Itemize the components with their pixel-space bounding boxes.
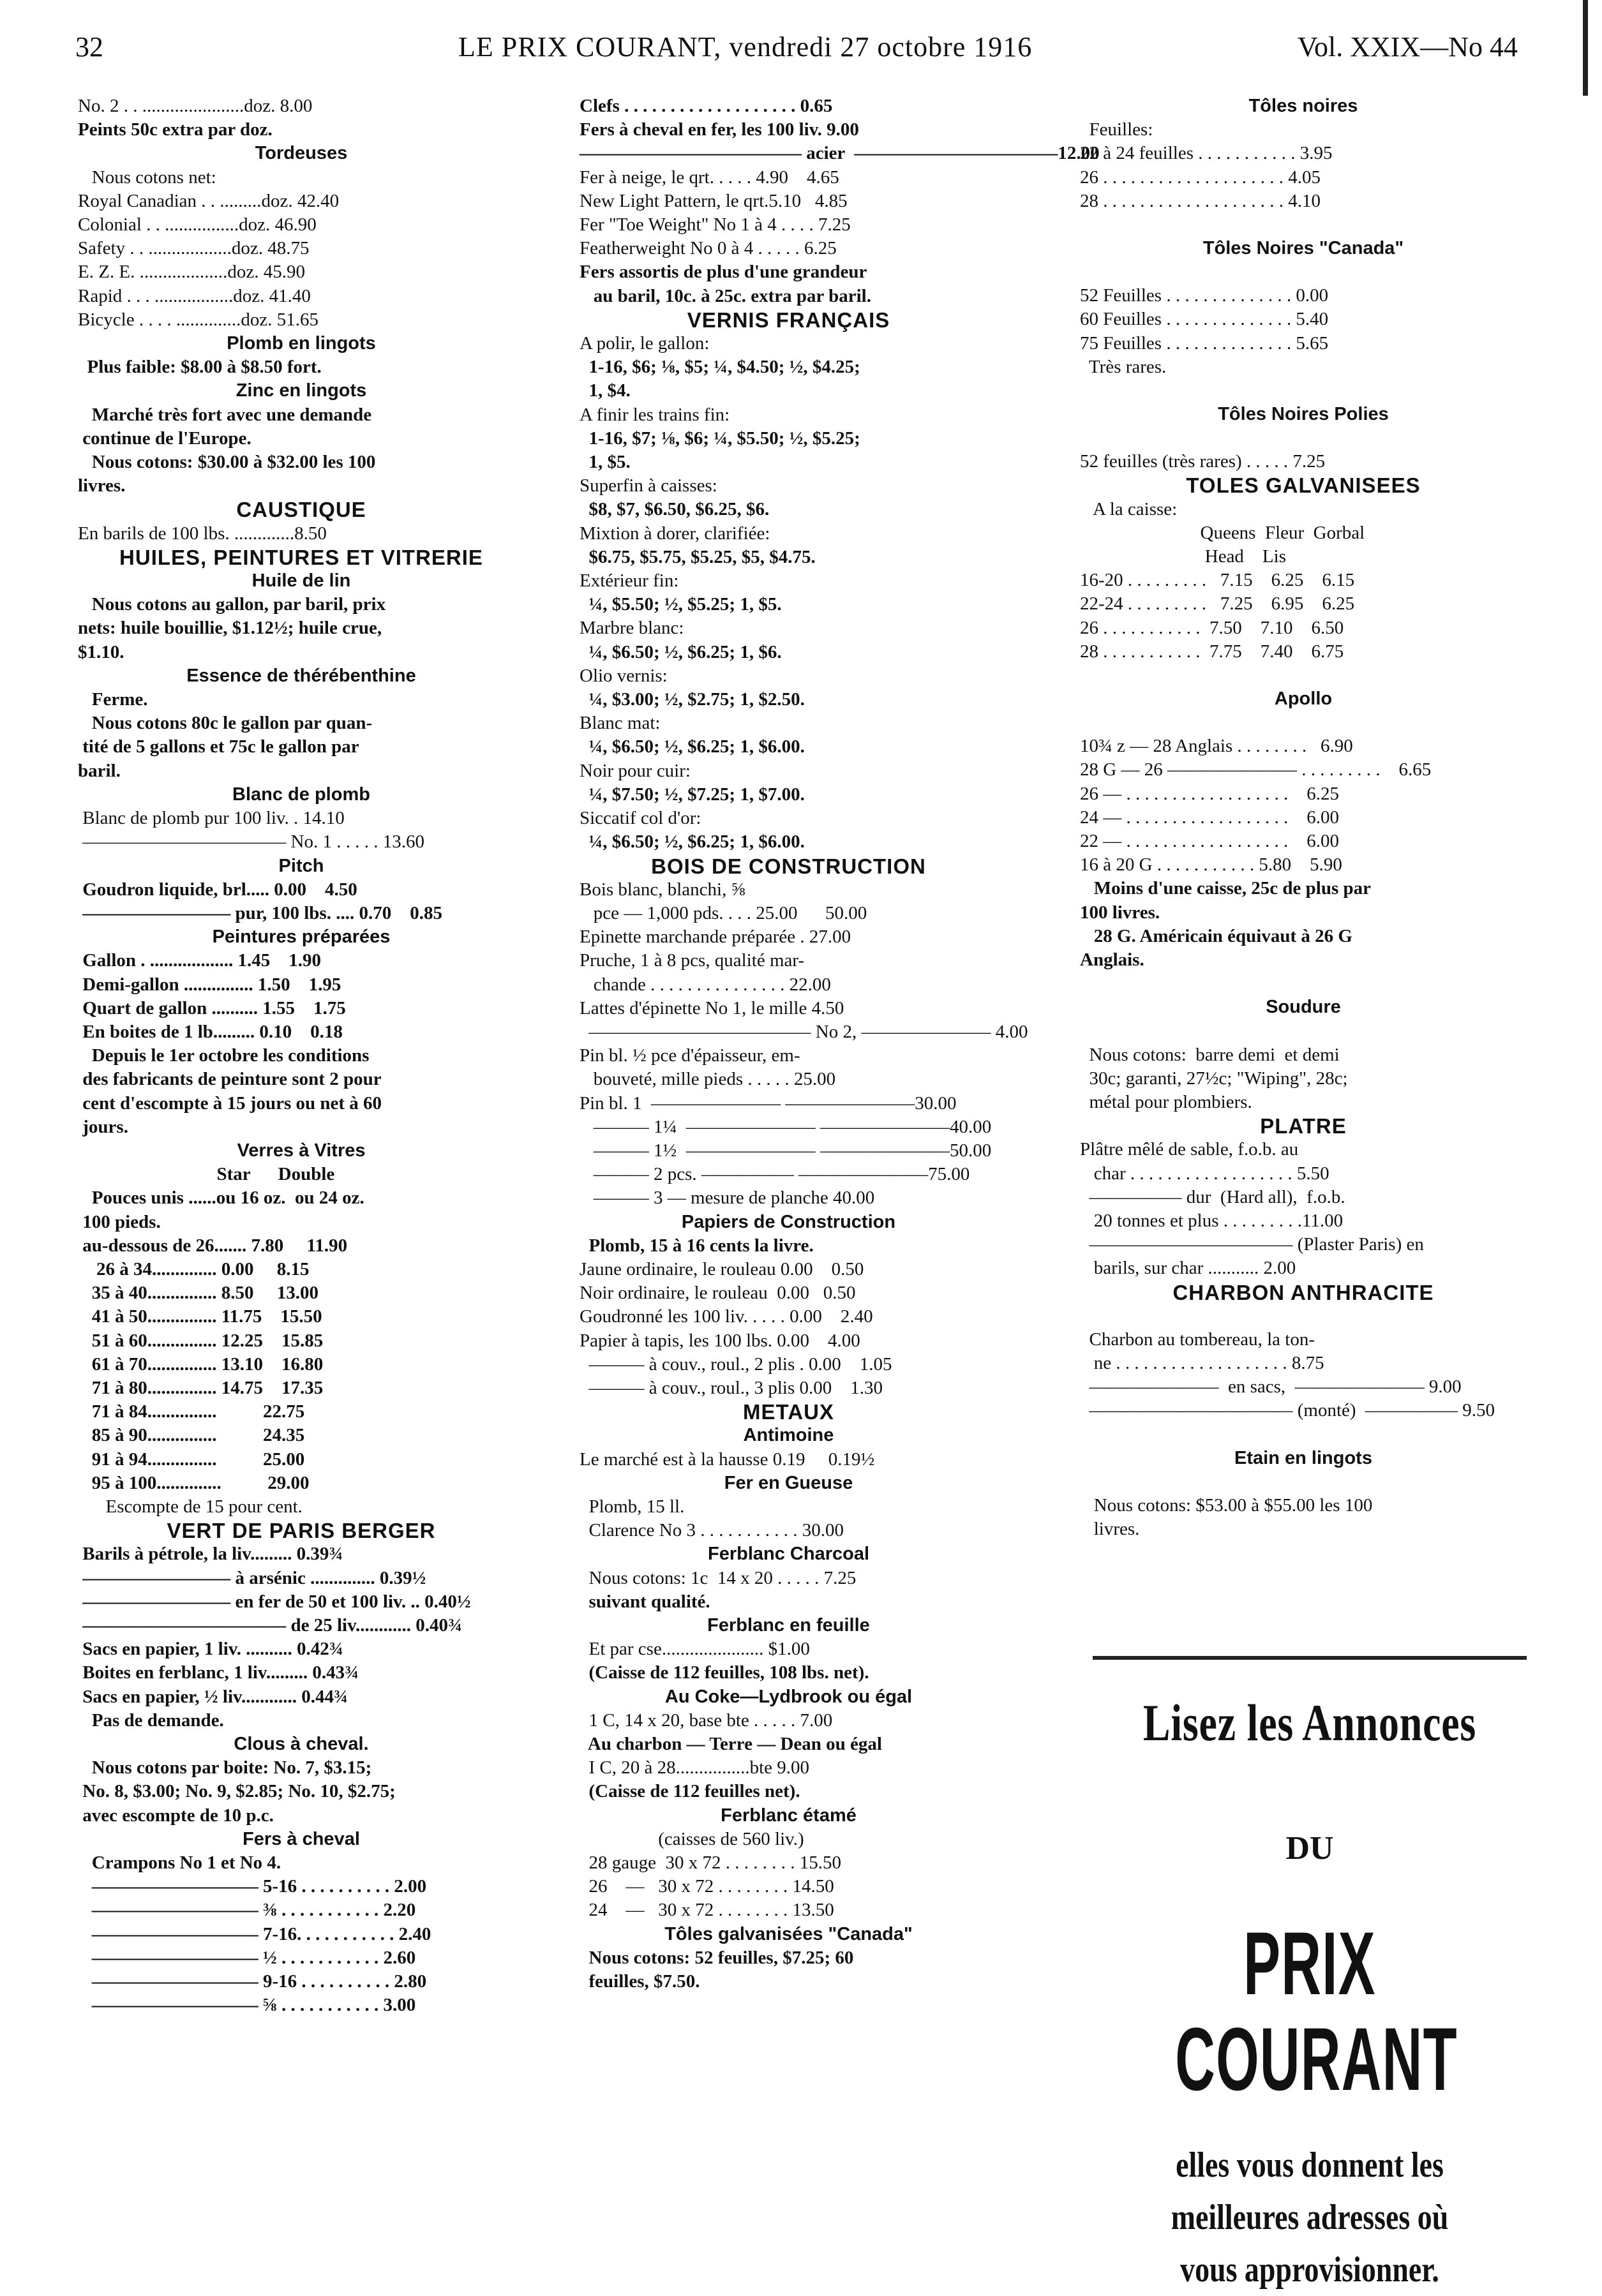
section-heading: Ferblanc en feuille [707,1615,870,1636]
price-line: 28 G — 26 ——————— . . . . . . . . . 6.65 [1080,759,1432,780]
price-line: ¼, $5.50; ½, $5.25; 1, $5. [580,594,782,615]
price-line: Siccatif col d'or: [580,808,701,829]
section-heading: BOIS DE CONSTRUCTION [651,854,926,878]
price-line: En barils de 100 lbs. .............8.50 [78,523,327,544]
price-line: Featherweight No 0 à 4 . . . . . 6.25 [580,238,837,259]
price-line: Demi-gallon ............... 1.50 1.95 [78,974,341,995]
price-line: Boites en ferblanc, 1 liv......... 0.43¾ [78,1662,359,1683]
price-line: $1.10. [78,641,124,662]
price-line: ——— 1¼ ——————— ———————40.00 [580,1116,992,1137]
price-line: ———————— à arsénic .............. 0.39½ [78,1567,426,1588]
section-heading: CAUSTIQUE [236,498,366,522]
section-heading: Ferblanc étamé [721,1805,857,1826]
page-header [75,26,1518,70]
price-line: 26 . . . . . . . . . . . 7.50 7.10 6.50 [1080,617,1344,638]
price-line: Pin bl. ½ pce d'épaisseur, em- [580,1045,800,1066]
price-line: Fer à neige, le qrt. . . . . 4.90 4.65 [580,167,839,188]
section-heading: Zinc en lingots [236,380,367,401]
price-line: suivant qualité. [580,1591,710,1612]
price-line: Fer "Toe Weight" No 1 à 4 . . . . 7.25 [580,214,851,235]
price-line: ——————————— de 25 liv............ 0.40¾ [78,1615,462,1636]
price-line: ————— dur (Hard all), f.o.b. [1080,1186,1345,1207]
price-line: 10¾ z — 28 Anglais . . . . . . . . 6.90 [1080,736,1353,757]
price-line: 35 à 40............... 8.50 13.00 [78,1283,318,1304]
price-line: ——————————— No. 1 . . . . . 13.60 [78,831,424,853]
price-line: Sacs en papier, ½ liv............ 0.44¾ [78,1686,348,1707]
advert-tagline-1: elles vous donnent les [1176,2145,1444,2185]
price-line: barils, sur char ........... 2.00 [1080,1258,1296,1279]
price-line: Peints 50c extra par doz. [78,119,273,140]
price-line: Pouces unis ......ou 16 oz. ou 24 oz. [78,1188,364,1209]
price-line: 26 . . . . . . . . . . . . . . . . . . . . 4.05 [1080,167,1321,188]
price-line: 16-20 . . . . . . . . . 7.15 6.25 6.15 [1080,570,1355,591]
price-line: (caisses de 560 liv.) [580,1828,804,1849]
price-line: 41 à 50............... 11.75 15.50 [78,1306,322,1327]
price-line: 1 C, 14 x 20, base bte . . . . . 7.00 [580,1710,833,1731]
price-line: Plomb, 15 ll. [580,1496,685,1517]
price-line: 26 — . . . . . . . . . . . . . . . . . . 6.25 [1080,783,1339,804]
price-line: ———————————— acier ———————————12.00 [580,143,1100,164]
price-line: Gallon . .................. 1.45 1.90 [78,950,322,971]
price-line: ———————— en fer de 50 et 100 liv. .. 0.40½ [78,1591,471,1612]
price-line: ——————————— (monté) ————— 9.50 [1080,1400,1495,1421]
price-line [1080,1304,1527,1328]
price-line: bouveté, mille pieds . . . . . 25.00 [580,1069,836,1090]
section-heading: Tôles noires [1248,96,1358,116]
price-line: Pas de demande. [78,1710,224,1731]
price-column-2 [580,94,1100,1994]
price-line: ¼, $6.50; ½, $6.25; 1, $6. [580,641,782,662]
price-line: 100 livres. [1080,902,1160,923]
price-line: ——— à couv., roul., 2 plis . 0.00 1.05 [580,1353,892,1375]
price-line: 28 . . . . . . . . . . . . . . . . . . . . 4.10 [1080,190,1321,211]
price-line: 61 à 70............... 13.10 16.80 [78,1353,324,1375]
price-line: Clarence No 3 . . . . . . . . . . . 30.00 [580,1520,844,1541]
price-line: ——————————— (Plaster Paris) en [1080,1234,1424,1255]
section-heading: Peintures préparées [212,927,391,948]
price-line: ————————— ⅜ . . . . . . . . . . . 2.20 [78,1900,416,1921]
price-line: ————————— 5-16 . . . . . . . . . . 2.00 [78,1876,427,1897]
page-number: 32 [75,31,103,63]
price-line: tité de 5 gallons et 75c le gallon par [78,736,359,757]
section-heading: Tôles Noires Polies [1218,404,1389,425]
section-heading: VERT DE PARIS BERGER [167,1519,436,1543]
price-line [1080,1020,1527,1043]
price-line: 75 Feuilles . . . . . . . . . . . . . . 5.65 [1080,332,1329,354]
section-heading: Au Coke—Lydbrook ou égal [664,1686,913,1707]
section-heading: METAUX [743,1400,834,1424]
price-line: Colonial . . ................doz. 46.90 [78,214,317,235]
price-line: chande . . . . . . . . . . . . . . . 22.00 [580,974,831,995]
price-line: Nous cotons: 1c 14 x 20 . . . . . 7.25 [580,1567,857,1588]
price-line: 52 feuilles (très rares) . . . . . 7.25 [1080,451,1326,472]
price-column-3 [1080,94,1527,1541]
price-line: Mixtion à dorer, clarifiée: [580,523,770,544]
price-line: nets: huile bouillie, $1.12½; huile crue, [78,618,382,639]
price-line: ne . . . . . . . . . . . . . . . . . . . 8.75 [1080,1352,1324,1373]
price-line: 91 à 94............... 25.00 [78,1449,305,1470]
price-line: New Light Pattern, le qrt.5.10 4.85 [580,190,848,211]
price-line: Nous cotons: $53.00 à $55.00 les 100 [1080,1495,1373,1516]
price-line: Noir pour cuir: [580,760,691,781]
price-line: Marbre blanc: [580,618,684,639]
advert-tagline-2: meilleures adresses où [1171,2198,1449,2237]
price-line: Jaune ordinaire, le rouleau 0.00 0.50 [580,1258,864,1279]
section-heading: Essence de thérébenthine [186,665,416,686]
price-line: Extérieur fin: [580,570,679,592]
price-line: 28 . . . . . . . . . . . 7.75 7.40 6.75 [1080,641,1344,662]
price-line: Blanc de plomb pur 100 liv. . 14.10 [78,808,345,829]
section-heading: Tordeuses [255,143,348,164]
price-line: 24 — 30 x 72 . . . . . . . . 13.50 [580,1900,834,1921]
price-line: ————————— 9-16 . . . . . . . . . . 2.80 [78,1971,427,1992]
price-line [1080,260,1527,284]
price-line: Anglais. [1080,950,1144,971]
price-line: ——————— en sacs, ——————— 9.00 [1080,1376,1462,1398]
price-line: Nous cotons au gallon, par baril, prix [78,594,386,615]
price-line: au baril, 10c. à 25c. extra par baril. [580,285,871,306]
price-line: Rapid . . . .................doz. 41.40 [78,285,311,306]
price-line: Pin bl. 1 ——————— ———————30.00 [580,1092,957,1114]
price-line: feuilles, $7.50. [580,1971,700,1992]
price-line: Noir ordinaire, le rouleau 0.00 0.50 [580,1283,856,1304]
price-line: Nous cotons 80c le gallon par quan- [78,713,373,734]
page-edge-bar [1583,0,1588,96]
advert-headline: Lisez les Annonces [1142,1694,1477,1752]
price-line: (Caisse de 112 feuilles, 108 lbs. net). [580,1662,869,1683]
price-line: Papier à tapis, les 100 lbs. 0.00 4.00 [580,1330,860,1351]
price-line: Nous cotons net: [78,167,216,188]
price-line: Star Double [78,1164,335,1185]
price-line: 30c; garanti, 27½c; "Wiping", 28c; [1080,1068,1348,1089]
section-heading: CHARBON ANTHRACITE [1172,1280,1434,1304]
publication-title: LE PRIX COURANT, vendredi 27 octobre 1916 [458,31,1033,63]
price-line: 60 Feuilles . . . . . . . . . . . . . . 5.40 [1080,309,1329,330]
price-line: Blanc mat: [580,713,661,734]
price-line: ¼, $6.50; ½, $6.25; 1, $6.00. [580,736,805,757]
price-column-1 [78,94,525,2017]
price-line: 1, $4. [580,380,631,401]
price-line: baril. [78,760,121,781]
price-line: Crampons No 1 et No 4. [78,1852,281,1874]
price-line: Le marché est à la hausse 0.19 0.19½ [580,1449,875,1470]
section-heading: Etain en lingots [1234,1447,1372,1468]
price-line: 1, $5. [580,452,631,473]
advertisement [1093,1656,1527,2296]
price-line: A polir, le gallon: [580,333,710,354]
section-heading: Tôles galvanisées "Canada" [664,1923,913,1944]
price-line: (Caisse de 112 feuilles net). [580,1781,800,1802]
section-heading: Fers à cheval [243,1828,360,1849]
price-line: 22 à 24 feuilles . . . . . . . . . . . 3.95 [1080,143,1333,164]
section-heading: HUILES, PEINTURES ET VITRERIE [119,545,483,569]
section-heading: Fer en Gueuse [724,1472,853,1493]
advert-tagline-3: vous approvisionner. [1180,2250,1439,2290]
price-line: au-dessous de 26....... 7.80 11.90 [78,1235,348,1256]
price-line: Goudron liquide, brl..... 0.00 4.50 [78,879,357,900]
price-line: Royal Canadian . . .........doz. 42.40 [78,190,340,211]
price-line: ——— 1½ ——————— ———————50.00 [580,1140,992,1161]
price-line: 1-16, $7; ⅛, $6; ¼, $5.50; ½, $5.25; [580,428,860,449]
price-line: Goudronné les 100 liv. . . . . 0.00 2.40 [580,1306,873,1327]
price-line: 24 — . . . . . . . . . . . . . . . . . . 6.00 [1080,807,1339,828]
section-heading: Apollo [1274,689,1333,710]
price-line: ¼, $3.00; ½, $2.75; 1, $2.50. [580,689,805,710]
section-heading: Clous à cheval. [234,1734,369,1755]
price-line: Depuis le 1er octobre les conditions [78,1045,370,1066]
price-line: continue de l'Europe. [78,428,251,449]
price-line: Escompte de 15 pour cent. [78,1496,303,1517]
price-line: Plomb, 15 à 16 cents la livre. [580,1235,814,1256]
section-heading: Papiers de Construction [681,1211,896,1232]
price-line: ——— 2 pcs. ————— ———————75.00 [580,1164,970,1185]
section-heading: VERNIS FRANÇAIS [687,308,890,332]
price-line: Safety . . ..................doz. 48.75 [78,238,310,259]
price-line: Pruche, 1 à 8 pcs, qualité mar- [580,950,805,971]
price-line: En boites de 1 lb......... 0.10 0.18 [78,1021,343,1042]
section-heading: Huile de lin [251,570,351,592]
price-line: 1-16, $6; ⅛, $5; ¼, $4.50; ½, $4.25; [580,357,860,378]
section-heading: Blanc de plomb [232,784,370,805]
section-heading: PLATRE [1260,1114,1347,1138]
price-line: Lattes d'épinette No 1, le mille 4.50 [580,997,844,1018]
advert-rule [1093,1656,1527,1660]
price-line: Queens Fleur Gorbal [1080,522,1365,543]
section-heading: Tôles Noires "Canada" [1202,238,1404,259]
price-line: 71 à 80............... 14.75 17.35 [78,1377,324,1398]
advert-brand: PRIX COURANT [1175,1913,1458,2109]
price-line: pce — 1,000 pds. . . . 25.00 50.00 [580,902,867,923]
price-line: 22-24 . . . . . . . . . 7.25 6.95 6.25 [1080,593,1355,615]
price-line: No. 2 . . ......................doz. 8.00 [78,96,313,116]
price-line: 16 à 20 G . . . . . . . . . . . 5.80 5.90 [1080,854,1342,876]
price-line: des fabricants de peinture sont 2 pour [78,1069,382,1090]
price-line: Nous cotons par boite: No. 7, $3.15; [78,1757,372,1778]
price-line: Plâtre mêlé de sable, f.o.b. au [1080,1139,1299,1160]
price-line: Et par cse...................... $1.00 [580,1639,810,1660]
price-line: 22 — . . . . . . . . . . . . . . . . . . 6.00 [1080,831,1339,852]
price-line: ——— à couv., roul., 3 plis 0.00 1.30 [580,1377,883,1398]
price-line [1080,213,1527,237]
price-line: 71 à 84............... 22.75 [78,1401,305,1422]
price-line: Marché très fort avec une demande [78,404,372,425]
price-line: Charbon au tombereau, la ton- [1080,1329,1315,1350]
price-line: Quart de gallon .......... 1.55 1.75 [78,997,346,1018]
section-heading: Verres à Vitres [237,1140,366,1161]
price-line: ¼, $7.50; ½, $7.25; 1, $7.00. [580,784,805,805]
price-line: Sacs en papier, 1 liv. .......... 0.42¾ [78,1639,343,1660]
price-line: Au charbon — Terre — Dean ou égal [580,1734,882,1755]
price-line: Fers assortis de plus d'une grandeur [580,262,867,283]
price-line [1080,426,1527,450]
price-line: Clefs . . . . . . . . . . . . . . . . . . . 0.65 [580,96,833,116]
price-line: 85 à 90............... 24.35 [78,1425,305,1446]
price-line: $8, $7, $6.50, $6.25, $6. [580,499,770,520]
price-line: livres. [1080,1518,1140,1539]
price-line: A finir les trains fin: [580,404,730,425]
price-line: Ferme. [78,689,148,710]
price-line: 28 gauge 30 x 72 . . . . . . . . 15.50 [580,1852,841,1874]
price-line: jours. [78,1116,128,1137]
section-heading: Antimoine [743,1425,834,1446]
price-line [1080,1470,1527,1494]
price-line: livres. [78,475,126,496]
price-line: métal pour plombiers. [1080,1091,1252,1112]
advert-du: DU [1285,1830,1334,1867]
volume-number: Vol. XXIX—No 44 [1297,31,1518,63]
price-line [1080,972,1527,995]
price-line [1080,379,1527,403]
price-line: Epinette marchande préparée . 27.00 [580,927,851,948]
price-line [1080,664,1527,687]
section-heading: Soudure [1266,997,1341,1018]
price-line: Fers à cheval en fer, les 100 liv. 9.00 [580,119,859,140]
section-heading: TOLES GALVANISEES [1186,473,1421,498]
price-line: Superfin à caisses: [580,475,717,496]
price-line: Très rares. [1080,356,1167,377]
price-line: 52 Feuilles . . . . . . . . . . . . . . 0.00 [1080,285,1329,306]
price-line: char . . . . . . . . . . . . . . . . . . 5.50 [1080,1163,1329,1184]
price-line: ¼, $6.50; ½, $6.25; 1, $6.00. [580,831,805,853]
section-heading: Plomb en lingots [227,333,376,354]
price-line: 95 à 100.............. 29.00 [78,1472,310,1493]
price-line: ————————— ½ . . . . . . . . . . . 2.60 [78,1947,416,1968]
price-line: Nous cotons: barre demi et demi [1080,1044,1340,1065]
price-line: I C, 20 à 28................bte 9.00 [580,1757,810,1778]
price-line: ———————————— No 2, ——————— 4.00 [580,1021,1028,1042]
price-line: ——— 3 — mesure de planche 40.00 [580,1188,875,1209]
price-line: 20 tonnes et plus . . . . . . . . .11.00 [1080,1210,1344,1231]
price-line: A la caisse: [1080,498,1178,519]
price-line: E. Z. E. ...................doz. 45.90 [78,262,306,283]
price-line: ———————— pur, 100 lbs. .... 0.70 0.85 [78,902,442,923]
price-line: Barils à pétrole, la liv......... 0.39¾ [78,1544,343,1565]
price-line [1080,711,1527,734]
price-line: Nous cotons: $30.00 à $32.00 les 100 [78,452,376,473]
price-line: No. 8, $3.00; No. 9, $2.85; No. 10, $2.75; [78,1781,396,1802]
price-line [1080,1423,1527,1447]
section-heading: Pitch [278,855,324,876]
price-line: Olio vernis: [580,665,668,686]
price-line: Bicycle . . . . ..............doz. 51.65 [78,309,318,330]
price-line: Feuilles: [1080,119,1153,140]
price-line: $6.75, $5.75, $5.25, $5, $4.75. [580,546,816,567]
price-line: Moins d'une caisse, 25c de plus par [1080,878,1371,899]
price-line: 51 à 60............... 12.25 15.85 [78,1330,324,1351]
price-line: Plus faible: $8.00 à $8.50 fort. [78,357,322,378]
price-line: 100 pieds. [78,1211,161,1232]
price-line: 26 — 30 x 72 . . . . . . . . 14.50 [580,1876,834,1897]
section-heading: Ferblanc Charcoal [707,1544,870,1565]
price-line: ————————— ⅝ . . . . . . . . . . . 3.00 [78,1995,416,2016]
price-line: Bois blanc, blanchi, ⅝ [580,879,745,900]
price-line: Nous cotons: 52 feuilles, $7.25; 60 [580,1947,854,1968]
price-line: cent d'escompte à 15 jours ou net à 60 [78,1092,382,1114]
price-line: 26 à 34.............. 0.00 8.15 [78,1258,310,1279]
price-line: avec escompte de 10 p.c. [78,1805,274,1826]
price-line: 28 G. Américain équivaut à 26 G [1080,925,1352,946]
price-line: ————————— 7-16. . . . . . . . . . . 2.40 [78,1923,431,1944]
price-line: Head Lis [1080,546,1286,567]
